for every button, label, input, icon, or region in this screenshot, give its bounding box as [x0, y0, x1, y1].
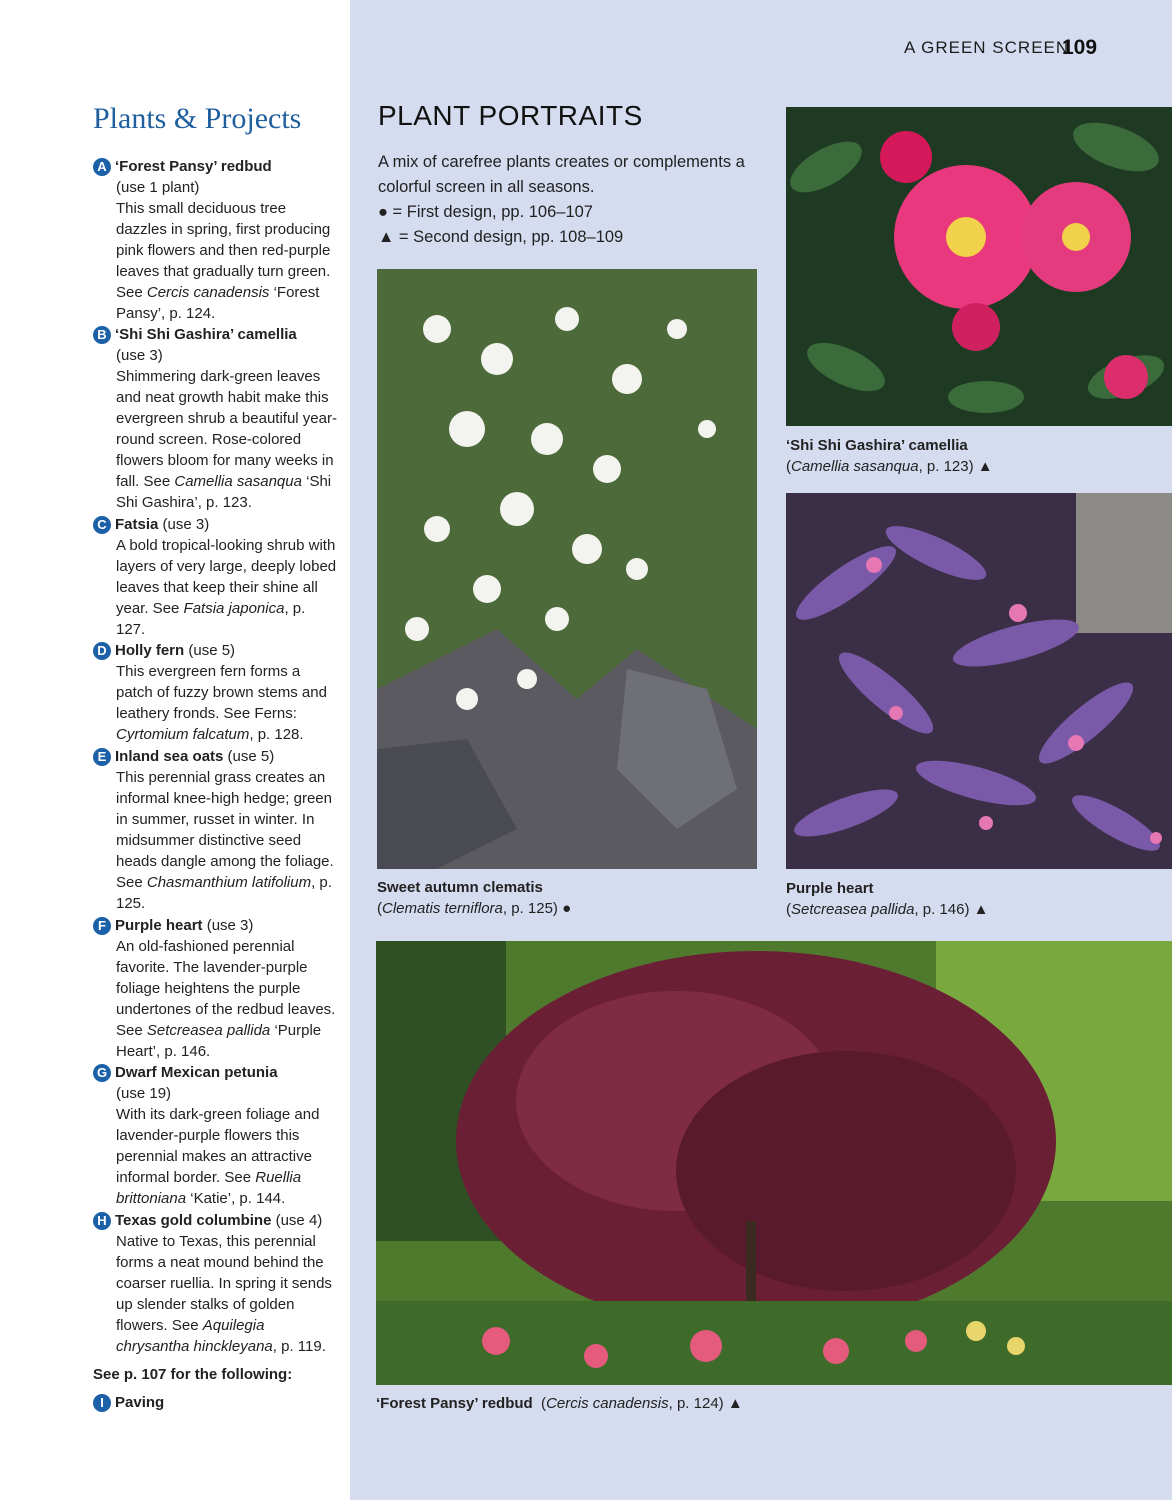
entry-ref: ‘Forest Pansy’, p. 124. — [116, 284, 320, 322]
caption-latin: Setcreasea pallida — [791, 901, 915, 918]
legend-second-design: ▲ = Second design, pp. 108–109 — [378, 228, 624, 246]
plant-entry-a — [93, 156, 338, 324]
photo-clematis — [377, 269, 757, 869]
entry-desc: Native to Texas, this perennial forms a neat mound behind the coarser ruellia. In spring it sends up slender stalks of golden flowers. See — [116, 1233, 332, 1334]
plant-entry-f — [93, 915, 338, 1062]
caption-name: ‘Shi Shi Gashira’ camellia — [786, 437, 968, 454]
badge-d: D — [93, 642, 111, 660]
plant-entry-h — [93, 1210, 338, 1357]
entry-use: (use 5) — [227, 748, 275, 765]
entry-desc: Shimmering dark-green leaves and neat growth habit make this evergreen shrub a beautiful year-round screen. Rose-colored flowers bloom for many weeks in fall. See — [116, 368, 337, 490]
caption-camellia — [786, 435, 993, 477]
badge-e: E — [93, 748, 111, 766]
intro-text — [378, 150, 778, 250]
badge-a: A — [93, 158, 111, 176]
caption-name: Purple heart — [786, 880, 874, 897]
caption-paren: ( — [786, 458, 791, 475]
section-title: PLANT PORTRAITS — [378, 100, 643, 131]
entry-name: Paving — [115, 1394, 165, 1411]
entry-name: Purple heart — [115, 917, 203, 934]
entry-desc: This evergreen fern forms a patch of fuzzy brown stems and leathery fronds. See Ferns: — [116, 663, 327, 722]
plant-entry-d — [93, 640, 338, 745]
badge-h: H — [93, 1212, 111, 1230]
caption-paren: ( — [377, 900, 382, 917]
badge-b: B — [93, 326, 111, 344]
badge-f: F — [93, 917, 111, 935]
entry-ref: , p. 128. — [249, 726, 304, 743]
legend-first-design: ● = First design, pp. 106–107 — [378, 203, 593, 221]
plant-entry-b — [93, 324, 338, 513]
entry-name: Holly fern — [115, 642, 185, 659]
entry-name: ‘Shi Shi Gashira’ camellia — [115, 326, 297, 343]
caption-ref: , p. 125) ● — [502, 900, 572, 917]
plant-entry-g — [93, 1062, 338, 1209]
entry-use: (use 5) — [188, 642, 236, 659]
running-head: A GREEN SCREEN — [904, 38, 1070, 57]
plant-entry-c — [93, 514, 338, 640]
caption-ref: , p. 123) ▲ — [918, 458, 993, 475]
see-also-note: See p. 107 for the following: — [93, 1366, 293, 1383]
caption-clematis — [377, 877, 571, 919]
entry-latin: Aquilegia chrysantha hinckleyana — [116, 1317, 273, 1355]
photo-purple-heart — [786, 493, 1172, 869]
caption-paren: ( — [786, 901, 791, 918]
entry-use: (use 4) — [275, 1212, 323, 1229]
entry-desc: This perennial grass creates an informal knee-high hedge; green in summer, russet in winter. In midsummer distinctive seed heads dangle among the foliage. See — [116, 769, 334, 891]
sidebar-title: Plants & Projects — [93, 102, 302, 135]
entry-latin: Chasmanthium latifolium — [146, 874, 312, 891]
caption-ref: , p. 146) ▲ — [914, 901, 989, 918]
entry-use: (use 3) — [206, 917, 254, 934]
photo-camellia — [786, 107, 1172, 426]
entry-use: (use 19) — [116, 1085, 172, 1102]
caption-paren: ( — [532, 1395, 547, 1412]
plant-entry-e — [93, 746, 338, 914]
badge-c: C — [93, 516, 111, 534]
entry-ref: ‘Purple Heart’, p. 146. — [116, 1022, 322, 1060]
entry-desc: A bold tropical-looking shrub with layers of very large, deeply lobed leaves that keep their shine all year. See — [116, 537, 337, 617]
caption-redbud — [376, 1393, 743, 1414]
entry-use: (use 3) — [162, 516, 210, 533]
entry-latin: Fatsia japonica — [183, 600, 285, 617]
entry-use: (use 3) — [116, 347, 163, 364]
entry-name: ‘Forest Pansy’ redbud — [115, 158, 272, 175]
plant-entry-i — [93, 1392, 338, 1413]
entry-latin: Setcreasea pallida — [146, 1022, 271, 1039]
badge-i: I — [93, 1394, 111, 1412]
entry-latin: Cercis canadensis — [146, 284, 270, 301]
entry-use: (use 1 plant) — [116, 179, 200, 196]
caption-name: Sweet autumn clematis — [377, 879, 543, 896]
caption-purple-heart — [786, 878, 988, 920]
entry-desc: An old-fashioned perennial favorite. The lavender-purple foliage heightens the purple undertones of the redbud leaves. See — [116, 938, 336, 1039]
entry-latin: Cyrtomium falcatum — [116, 726, 250, 743]
entry-desc: With its dark-green foliage and lavender-purple flowers this perennial makes an attractive informal border. See — [116, 1106, 320, 1186]
caption-latin: Clematis terniflora — [382, 900, 503, 917]
caption-latin: Camellia sasanqua — [791, 458, 919, 475]
caption-name: ‘Forest Pansy’ redbud — [376, 1395, 533, 1412]
photo-redbud — [376, 941, 1172, 1385]
entry-name: Inland sea oats — [115, 748, 224, 765]
entry-latin: Camellia sasanqua — [174, 473, 302, 490]
entry-name: Dwarf Mexican petunia — [115, 1064, 278, 1081]
entry-ref: , p. 125. — [116, 874, 332, 912]
entry-ref: ‘Katie’, p. 144. — [186, 1190, 286, 1207]
entry-name: Fatsia — [115, 516, 159, 533]
entry-ref: ‘Shi Shi Gashira’, p. 123. — [116, 473, 332, 511]
badge-g: G — [93, 1064, 111, 1082]
entry-ref: , p. 127. — [116, 600, 306, 638]
entry-latin: Ruellia brittoniana — [116, 1169, 302, 1207]
intro-paragraph: A mix of carefree plants creates or complements a colorful screen in all seasons. — [378, 153, 745, 196]
entry-ref: , p. 119. — [272, 1338, 326, 1355]
page-number: 109 — [1062, 36, 1098, 59]
caption-ref: , p. 124) ▲ — [668, 1395, 743, 1412]
entry-name: Texas gold columbine — [115, 1212, 272, 1229]
entry-desc: This small deciduous tree dazzles in spring, first producing pink flowers and then red-purple leaves that gradually turn green. See — [116, 200, 331, 301]
caption-latin: Cercis canadensis — [546, 1395, 669, 1412]
